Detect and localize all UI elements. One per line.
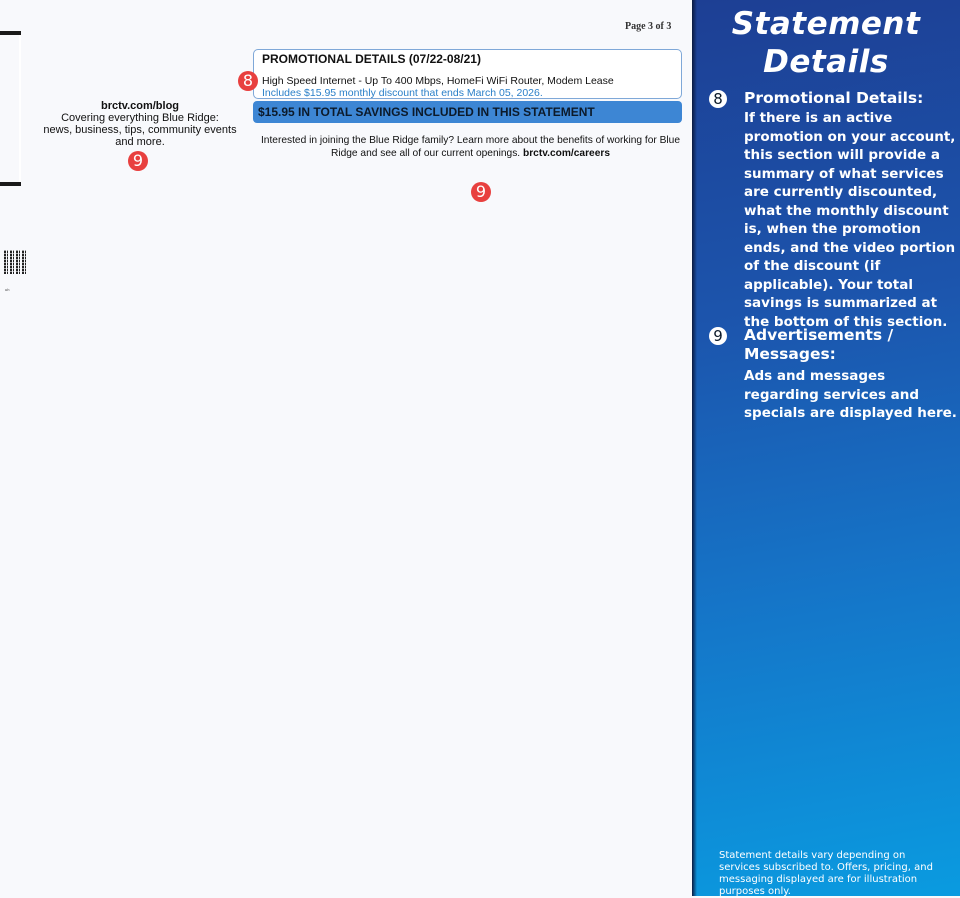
- promotional-details-box: [253, 49, 682, 99]
- section-body: If there is an active promotion on your account, this section will provide a summary of what services are currently discounted, what the monthly discount is, when the promotion ends, and the video portion of the discount (if applicable). Your total savings is summarized at the bottom of this section.: [744, 110, 956, 330]
- total-savings-banner: [253, 101, 682, 123]
- blog-line-2: news, business, tips, community events: [43, 124, 237, 136]
- marker-9-blog: 9: [128, 151, 148, 171]
- statement-details-panel: [692, 0, 960, 896]
- panel-shadow-edge: [692, 0, 697, 896]
- promo-title: PROMOTIONAL DETAILS (07/22-08/21): [262, 52, 481, 66]
- registration-mark-bottom: [0, 182, 21, 186]
- section-body: Ads and messages regarding services and specials are displayed here.: [744, 368, 957, 421]
- barcode-caption: uh: [5, 287, 10, 292]
- registration-mark-top: [0, 31, 21, 35]
- promo-services: High Speed Internet - Up To 400 Mbps, HomeFi WiFi Router, Modem Lease: [262, 75, 614, 87]
- number-8-icon: 8: [709, 90, 727, 108]
- panel-title: [692, 5, 960, 81]
- registration-line: [19, 35, 21, 183]
- section-heading: Advertisements / Messages:: [744, 326, 894, 363]
- section-heading: Promotional Details:: [744, 89, 924, 107]
- datamatrix-barcode: [4, 250, 26, 274]
- blog-ad: [40, 100, 240, 148]
- total-savings-text: $15.95 IN TOTAL SAVINGS INCLUDED IN THIS STATEMENT: [258, 105, 595, 119]
- blog-line-1: Covering everything Blue Ridge:: [61, 112, 219, 124]
- promo-discount: Includes $15.95 monthly discount that ends March 05, 2026.: [262, 87, 543, 99]
- marker-9-careers: 9: [471, 182, 491, 202]
- number-9-icon: 9: [709, 327, 727, 345]
- careers-link[interactable]: brctv.com/careers: [522, 148, 611, 159]
- page-number: Page 3 of 3: [625, 21, 672, 32]
- careers-text: Interested in joining the Blue Ridge family? Learn more about the benefits of working for Blue Ridge and see all of our current openings.: [260, 135, 681, 159]
- disclaimer: Statement details vary depending on services subscribed to. Offers, pricing, and messaging displayed are for illustration purposes only.: [719, 850, 933, 897]
- panel-title-line-1: Statement: [731, 6, 921, 42]
- careers-ad: [253, 134, 688, 160]
- marker-8-promo: 8: [238, 71, 258, 91]
- blog-line-3: and more.: [115, 136, 165, 148]
- blog-url[interactable]: brctv.com/blog: [100, 100, 180, 112]
- panel-title-line-2: Details: [763, 44, 889, 80]
